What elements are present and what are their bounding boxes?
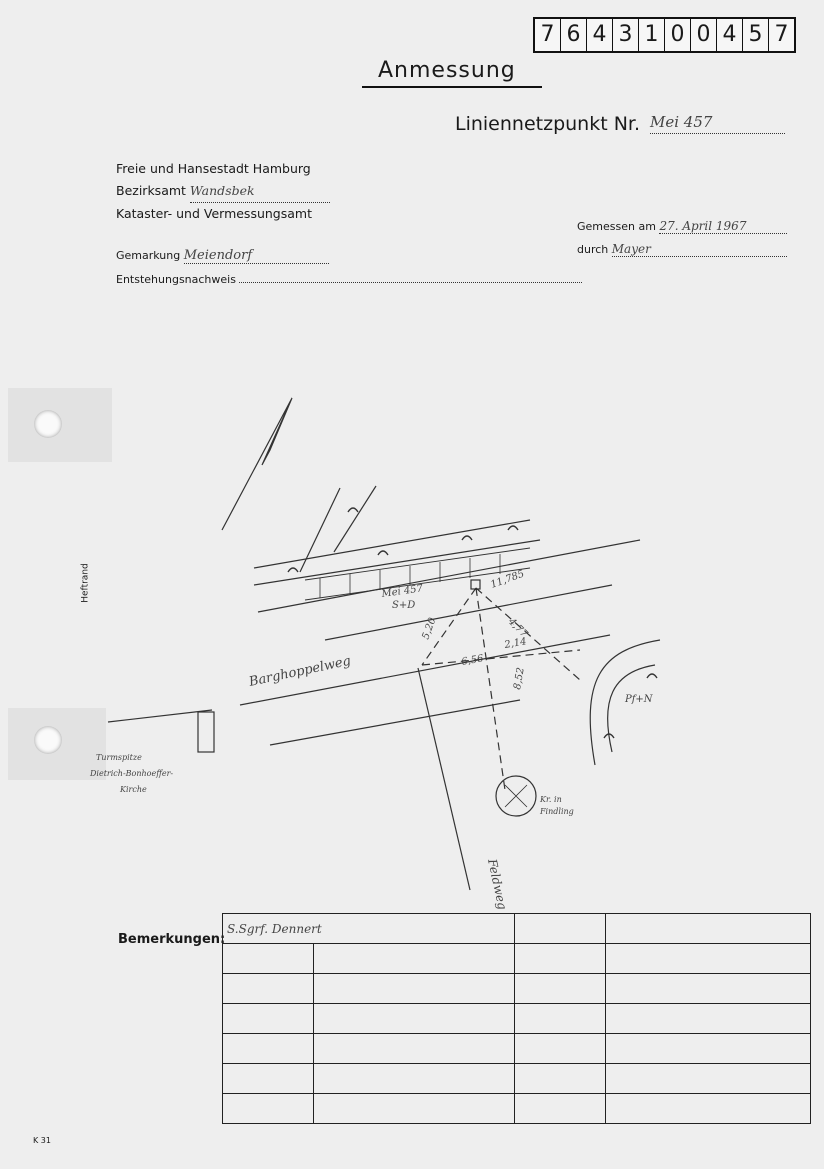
table-cell	[314, 1034, 515, 1064]
table-row	[223, 1034, 811, 1064]
table-cell	[515, 1094, 606, 1124]
table-cell	[515, 1034, 606, 1064]
gemessen-value: 27. April 1967	[659, 219, 787, 234]
table-cell	[515, 974, 606, 1004]
measure-label: 5,20	[420, 616, 439, 642]
table-cell	[314, 1004, 515, 1034]
bemerkungen-label: Bemerkungen:	[118, 932, 226, 947]
north-arrow	[222, 398, 292, 530]
side-road-line	[334, 486, 376, 552]
table-cell	[223, 944, 314, 974]
table-cell	[515, 944, 606, 974]
measure-label: 4,77	[505, 616, 530, 640]
gemarkung-label: Gemarkung	[116, 249, 181, 262]
table-cell	[606, 1064, 811, 1094]
registry-digit: 3	[612, 19, 638, 51]
registry-digit: 0	[664, 19, 690, 51]
bemerkungen-table	[222, 913, 811, 1124]
liniennetzpunkt-label: Liniennetzpunkt Nr.	[455, 113, 641, 135]
point-sub-label: S+D	[392, 600, 416, 611]
registry-digit: 7	[768, 19, 794, 51]
feldweg-label: Feldweg	[485, 857, 510, 911]
authority-line-3: Kataster- und Vermessungsamt	[116, 206, 312, 221]
stone-label-2: Findling	[540, 807, 574, 816]
table-cell	[606, 1034, 811, 1064]
table-row	[223, 974, 811, 1004]
table-row	[223, 944, 811, 974]
table-cell	[314, 1094, 515, 1124]
table-cell	[606, 914, 811, 944]
table-cell	[314, 944, 515, 974]
table-row	[223, 1094, 811, 1124]
feldweg-line	[418, 668, 470, 890]
table-cell	[223, 1094, 314, 1124]
table-cell	[606, 944, 811, 974]
street-edge	[270, 700, 520, 745]
liniennetzpunkt-value: Mei 457	[650, 113, 785, 134]
landmark-ray	[108, 710, 212, 722]
registry-digit: 4	[586, 19, 612, 51]
table-cell	[223, 914, 515, 944]
table-cell	[314, 1064, 515, 1094]
authority-line-1: Freie und Hansestadt Hamburg	[116, 161, 311, 176]
bemerkung-entry: S.Sgrf. Dennert	[227, 921, 322, 936]
church-symbol	[198, 712, 214, 752]
street-name-label: Barghoppelweg	[247, 653, 353, 690]
measure-label: 11,785	[489, 568, 526, 591]
measure-label: 6,56	[460, 653, 485, 668]
form-code: K 31	[33, 1136, 51, 1145]
table-cell	[606, 1004, 811, 1034]
road-edge	[258, 540, 640, 612]
durch-value: Mayer	[612, 242, 787, 257]
registry-digit: 5	[742, 19, 768, 51]
table-row	[223, 1004, 811, 1034]
registry-digit: 4	[716, 19, 742, 51]
entstehungsnachweis-label: Entstehungsnachweis	[116, 273, 236, 286]
findling-cross	[505, 785, 527, 807]
table-cell	[515, 1004, 606, 1034]
table-cell	[223, 974, 314, 1004]
table-cell	[606, 1094, 811, 1124]
table-cell	[515, 914, 606, 944]
table-cell	[223, 1064, 314, 1094]
road-edge	[254, 520, 530, 568]
measure-point-marker	[471, 580, 480, 589]
table-cell	[223, 1004, 314, 1034]
measure-label: 2,14	[503, 636, 528, 651]
page-title: Anmessung	[378, 58, 516, 83]
landmark-label-3: Kirche	[120, 785, 147, 794]
table-cell	[314, 974, 515, 1004]
registry-digit: 7	[540, 22, 555, 47]
registry-digit: 6	[560, 19, 586, 51]
point-label: Mei 457	[380, 583, 424, 600]
table-cell	[606, 974, 811, 1004]
street-edge	[325, 585, 612, 640]
bezirksamt-label: Bezirksamt	[116, 183, 186, 198]
landmark-label-2: Dietrich-Bonhoeffer-	[90, 769, 174, 778]
table-row	[223, 914, 811, 944]
stone-label-1: Kr. in	[540, 795, 562, 804]
table-row	[223, 1064, 811, 1094]
gemessen-label: Gemessen am	[577, 220, 656, 233]
heftrand-label: Heftrand	[80, 563, 91, 603]
durch-label: durch	[577, 243, 609, 256]
registry-digit: 0	[690, 19, 716, 51]
measure-line	[422, 588, 580, 790]
tree-symbol	[288, 508, 657, 738]
measure-label: Pf+N	[625, 694, 653, 705]
bezirksamt-value: Wandsbek	[190, 180, 330, 203]
measure-label: 8,52	[512, 666, 527, 691]
landmark-label-1: Turmspitze	[96, 753, 142, 762]
registry-digit: 1	[638, 19, 664, 51]
table-cell	[515, 1064, 606, 1094]
gemarkung-value: Meiendorf	[184, 248, 329, 264]
table-cell	[223, 1034, 314, 1064]
curb-curve	[608, 665, 655, 752]
